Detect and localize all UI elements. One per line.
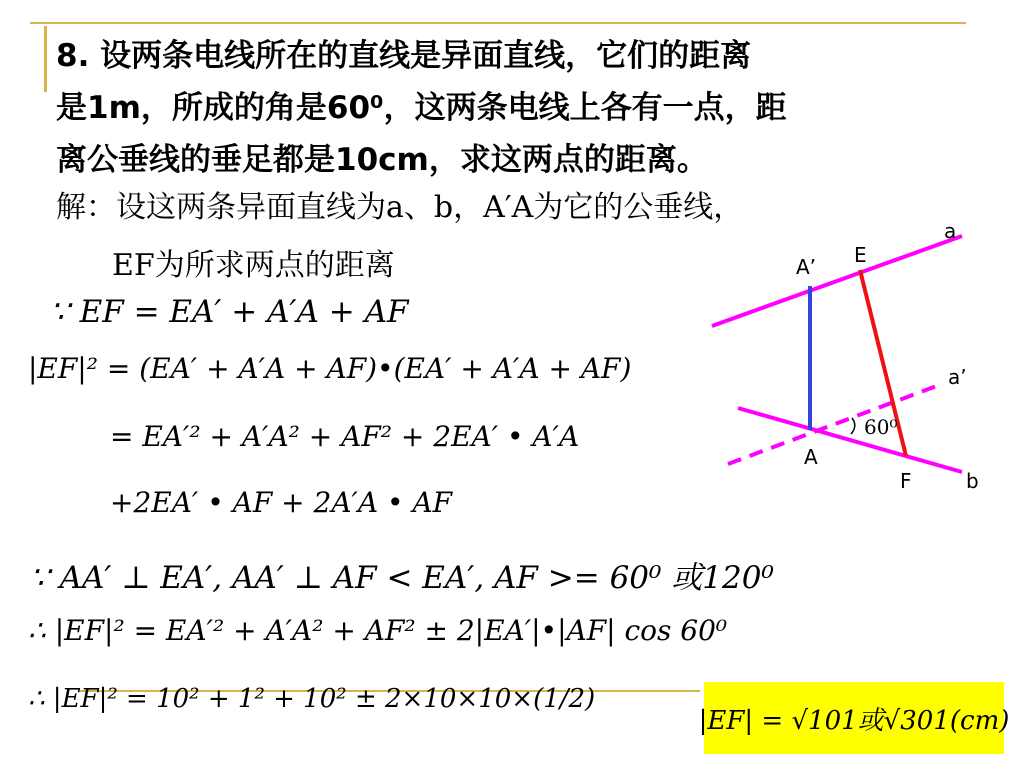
equation-2: |EF|² = (EA′ + A′A + AF)•(EA′ + A′A + AF) [28, 352, 632, 385]
solution-ef-line: EF为所求两点的距离 [112, 248, 395, 283]
label-a-prime-line: a’ [948, 365, 967, 389]
equation-3: = EA′² + A′A² + AF² + 2EA′ • A′A [110, 420, 580, 453]
line-b [738, 408, 962, 472]
solution-intro: 解：设这两条异面直线为a、b，A′A为它的公垂线， [56, 190, 744, 225]
answer-box [698, 682, 1010, 754]
top-rule [30, 22, 966, 24]
problem-line-2: 是1m，所成的角是60⁰，这两条电线上各有一点，距 [56, 90, 787, 126]
label-a-prime-point: A’ [796, 255, 817, 279]
equation-5: ∵ AA′ ⊥ EA′, AA′ ⊥ AF < EA′, AF >= 60⁰ 或120⁰ [30, 560, 774, 596]
equation-1: ∵ EF = EA′ + A′A + AF [50, 294, 409, 330]
label-e: E [854, 243, 867, 267]
equation-4: +2EA′ • AF + 2A′A • AF [110, 486, 453, 519]
angle-arc [851, 418, 855, 434]
equation-7: ∴ |EF|² = 10² + 1² + 10² ± 2×10×10×(1/2) [28, 684, 596, 714]
problem-line-3: 离公垂线的垂足都是10cm，求这两点的距离。 [56, 142, 708, 178]
line-a [712, 236, 962, 326]
skew-lines-diagram [700, 220, 1000, 510]
answer-text: |EF| = √101或√301(cm) [698, 705, 1010, 736]
label-f: F [900, 469, 912, 493]
label-a: a [944, 220, 957, 243]
label-b: b [966, 469, 979, 493]
line-a-prime [728, 384, 942, 464]
label-a-point: A [804, 445, 818, 469]
left-rule [44, 26, 47, 92]
problem-statement [56, 30, 976, 186]
problem-line-1: 8. 设两条电线所在的直线是异面直线，它们的距离 [56, 38, 752, 74]
label-angle: 60⁰ [864, 415, 898, 439]
equation-6: ∴ |EF|² = EA′² + A′A² + AF² ± 2|EA′|•|AF| cos 60⁰ [28, 614, 728, 647]
